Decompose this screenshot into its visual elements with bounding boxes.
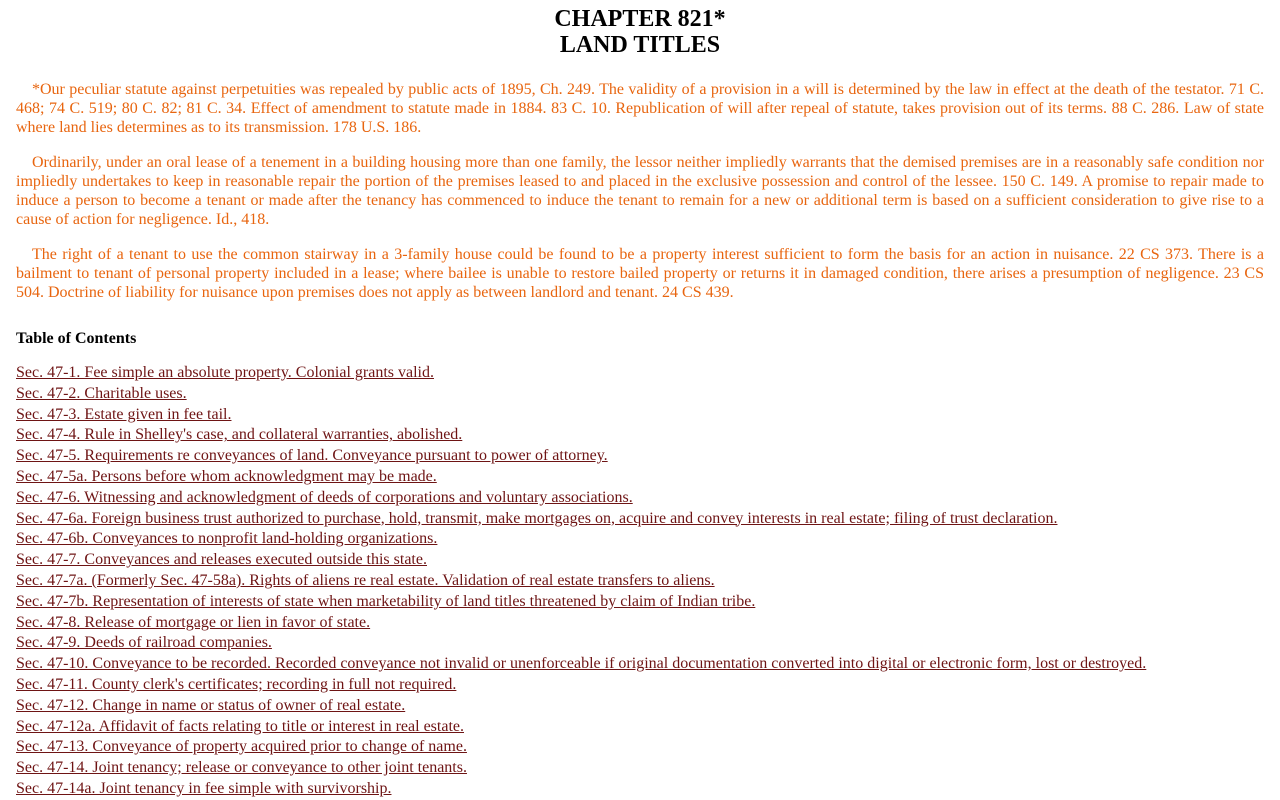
toc-item (16, 529, 1264, 550)
toc-link[interactable]: Sec. 47-11. County clerk's certificates; recording in full not required. (16, 675, 457, 693)
chapter-number: CHAPTER 821* (554, 6, 726, 32)
toc-item (16, 571, 1264, 592)
chapter-title: LAND TITLES (559, 32, 721, 58)
toc-link[interactable]: Sec. 47-5. Requirements re conveyances of land. Conveyance pursuant to power of attorney. (16, 447, 608, 465)
toc-item (16, 384, 1264, 405)
toc-link[interactable]: Sec. 47-5a. Persons before whom acknowledgment may be made. (16, 467, 437, 485)
toc-item (16, 405, 1264, 426)
toc-link[interactable]: Sec. 47-7a. (Formerly Sec. 47-58a). Rights of aliens re real estate. Validation of real estate transfers to aliens. (16, 571, 715, 589)
toc-link[interactable]: Sec. 47-2. Charitable uses. (16, 384, 187, 402)
toc-item (16, 550, 1264, 571)
toc-link[interactable]: Sec. 47-7b. Representation of interests of state when marketability of land titles threatened by claim of Indian tribe. (16, 592, 756, 610)
toc-item (16, 717, 1264, 738)
toc-item (16, 654, 1264, 675)
annotation-paragraph: The right of a tenant to use the common stairway in a 3-family house could be found to be a property interest sufficient to form the basis for an action in nuisance. 22 CS 373. There is a bailment to tenant of personal property included in a lease; where bailee is unable to restore bailed property or returns it in damaged condition, there arises a presumption of negligence. 23 CS 504. Doctrine of liability for nuisance upon premises does not apply as between landlord and tenant. 24 CS 439. (16, 246, 1264, 301)
annotations-section (16, 80, 1264, 302)
toc-link[interactable]: Sec. 47-6b. Conveyances to nonprofit land-holding organizations. (16, 530, 438, 548)
toc-link[interactable]: Sec. 47-14. Joint tenancy; release or conveyance to other joint tenants. (16, 759, 467, 777)
toc-item (16, 488, 1264, 509)
annotation-paragraph: *Our peculiar statute against perpetuities was repealed by public acts of 1895, Ch. 249. The validity of a provision in a will is determined by the law in effect at the death of the testator. 71 C. 468; 74 C. 519; 80 C. 82; 81 C. 34. Effect of amendment to statute made in 1884. 83 C. 10. Republication of will after repeal of statute, takes provision out of its terms. 88 C. 286. Law of state where land lies determines as to its transmission. 178 U.S. 186. (16, 81, 1264, 136)
toc-link[interactable]: Sec. 47-8. Release of mortgage or lien in favor of state. (16, 613, 371, 631)
toc-item (16, 696, 1264, 717)
toc-item (16, 467, 1264, 488)
toc-item (16, 446, 1264, 467)
toc-link[interactable]: Sec. 47-6a. Foreign business trust authorized to purchase, hold, transmit, make mortgages on, acquire and convey interests in real estate; filing of trust declaration. (16, 509, 1058, 527)
toc-item (16, 425, 1264, 446)
toc-item (16, 592, 1264, 613)
toc-item (16, 758, 1264, 779)
toc-link[interactable]: Sec. 47-13. Conveyance of property acquired prior to change of name. (16, 738, 467, 756)
toc-link[interactable]: Sec. 47-12. Change in name or status of owner of real estate. (16, 696, 406, 714)
toc-link[interactable]: Sec. 47-12a. Affidavit of facts relating to title or interest in real estate. (16, 717, 464, 735)
toc-item (16, 737, 1264, 758)
toc-item (16, 363, 1264, 384)
toc-link[interactable]: Sec. 47-9. Deeds of railroad companies. (16, 634, 272, 652)
toc-link[interactable]: Sec. 47-7. Conveyances and releases executed outside this state. (16, 551, 427, 569)
toc-heading: Table of Contents (16, 330, 137, 347)
toc-link[interactable]: Sec. 47-14a. Joint tenancy in fee simple with survivorship. (16, 779, 392, 797)
toc-item (16, 675, 1264, 696)
toc-link[interactable]: Sec. 47-10. Conveyance to be recorded. Recorded conveyance not invalid or unenforceable if original documentation converted into digital or electronic form, lost or destroyed. (16, 655, 1147, 673)
toc-link[interactable]: Sec. 47-6. Witnessing and acknowledgment of deeds of corporations and voluntary associations. (16, 488, 633, 506)
toc-link[interactable]: Sec. 47-1. Fee simple an absolute property. Colonial grants valid. (16, 364, 434, 381)
chapter-heading (16, 6, 1264, 58)
toc-item (16, 779, 1264, 800)
toc-item (16, 613, 1264, 634)
toc-link[interactable]: Sec. 47-3. Estate given in fee tail. (16, 405, 232, 423)
toc-list (16, 363, 1264, 800)
toc-item (16, 633, 1264, 654)
toc-item (16, 509, 1264, 530)
annotation-paragraph: Ordinarily, under an oral lease of a tenement in a building housing more than one family, the lessor neither impliedly warrants that the demised premises are in a reasonably safe condition nor impliedly undertakes to keep in reasonable repair the portion of the premises leased to and placed in the exclusive possession and control of the lessee. 150 C. 149. A promise to repair made to induce a person to become a tenant or made after the tenancy has commenced to induce the tenant to remain for a new or additional term is based on a sufficient consideration to give rise to a cause of action for negligence. Id., 418. (16, 154, 1264, 228)
toc-link[interactable]: Sec. 47-4. Rule in Shelley's case, and collateral warranties, abolished. (16, 426, 463, 444)
